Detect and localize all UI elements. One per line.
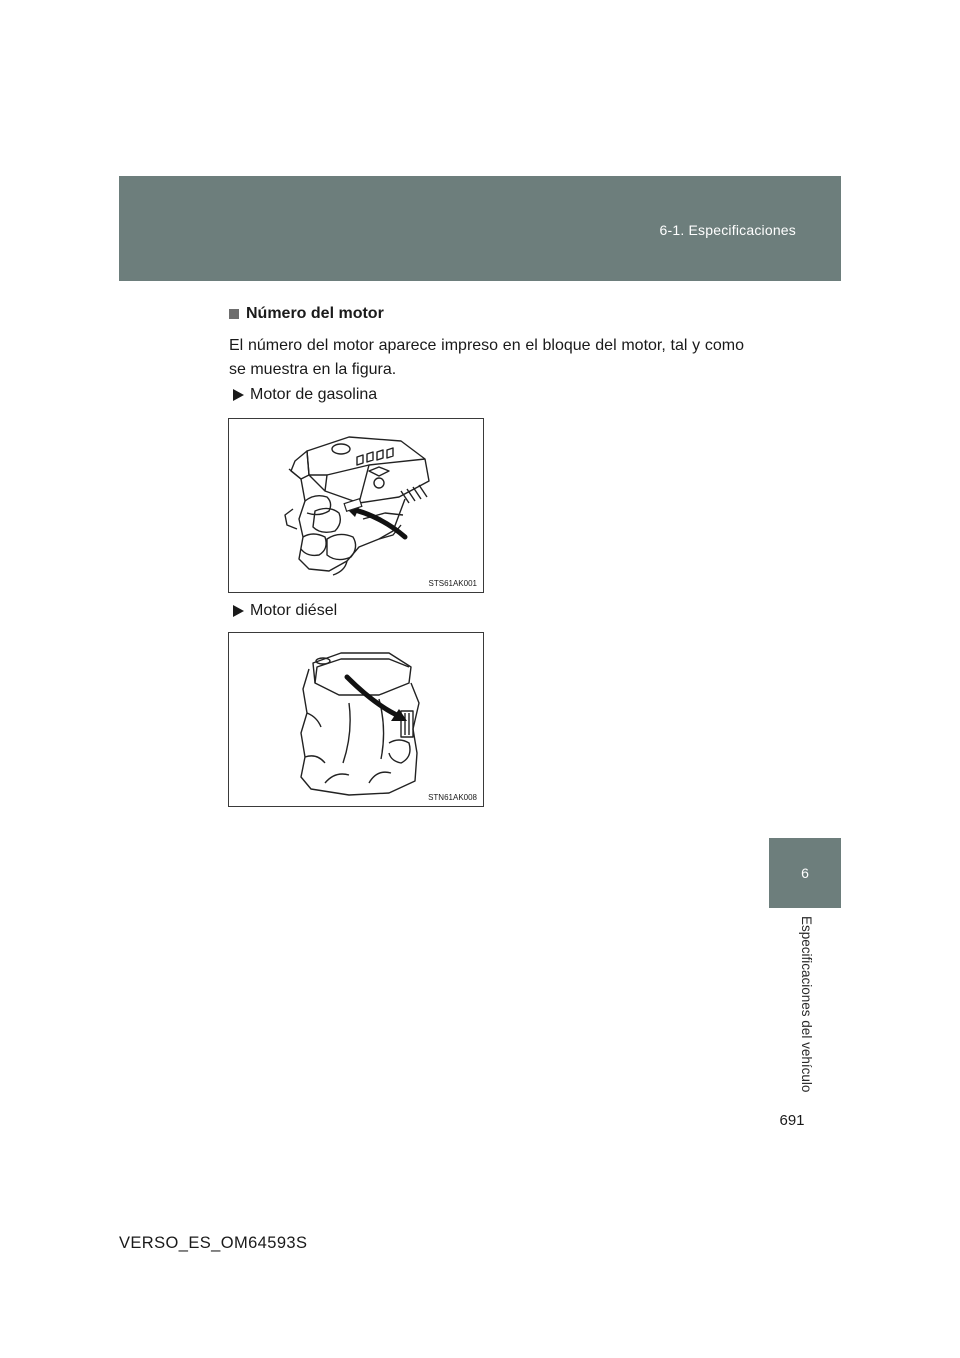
caption-text: Motor de gasolina [250,386,378,403]
heading-text: Número del motor [246,305,384,322]
figure-id: STN61AK008 [428,793,477,802]
header-band [119,176,841,281]
body-paragraph: El número del motor aparece impreso en el bloque del motor, tal y como se muestra en la figura. [229,337,744,378]
chapter-label-text: Especificaciones del vehículo [799,916,814,1093]
figure-gasoline-engine [228,418,484,593]
triangle-bullet-icon [233,389,244,401]
gasoline-engine-illustration [229,419,483,592]
chapter-tab [769,838,841,908]
document-code: VERSO_ES_OM64593S [119,1234,308,1252]
caption-diesel [233,602,337,620]
triangle-bullet-icon [233,605,244,617]
section-title: 6-1. Especificaciones [659,222,796,238]
chapter-side-label [794,916,816,1106]
figure-id: STS61AK001 [428,579,477,588]
chapter-number: 6 [801,865,809,881]
figure-diesel-engine [228,632,484,807]
square-bullet-icon [229,309,239,319]
caption-gasoline [233,386,377,404]
caption-text: Motor diésel [250,602,338,619]
page-number: 691 [779,1112,805,1129]
diesel-engine-illustration [229,633,483,806]
section-heading [229,305,384,323]
